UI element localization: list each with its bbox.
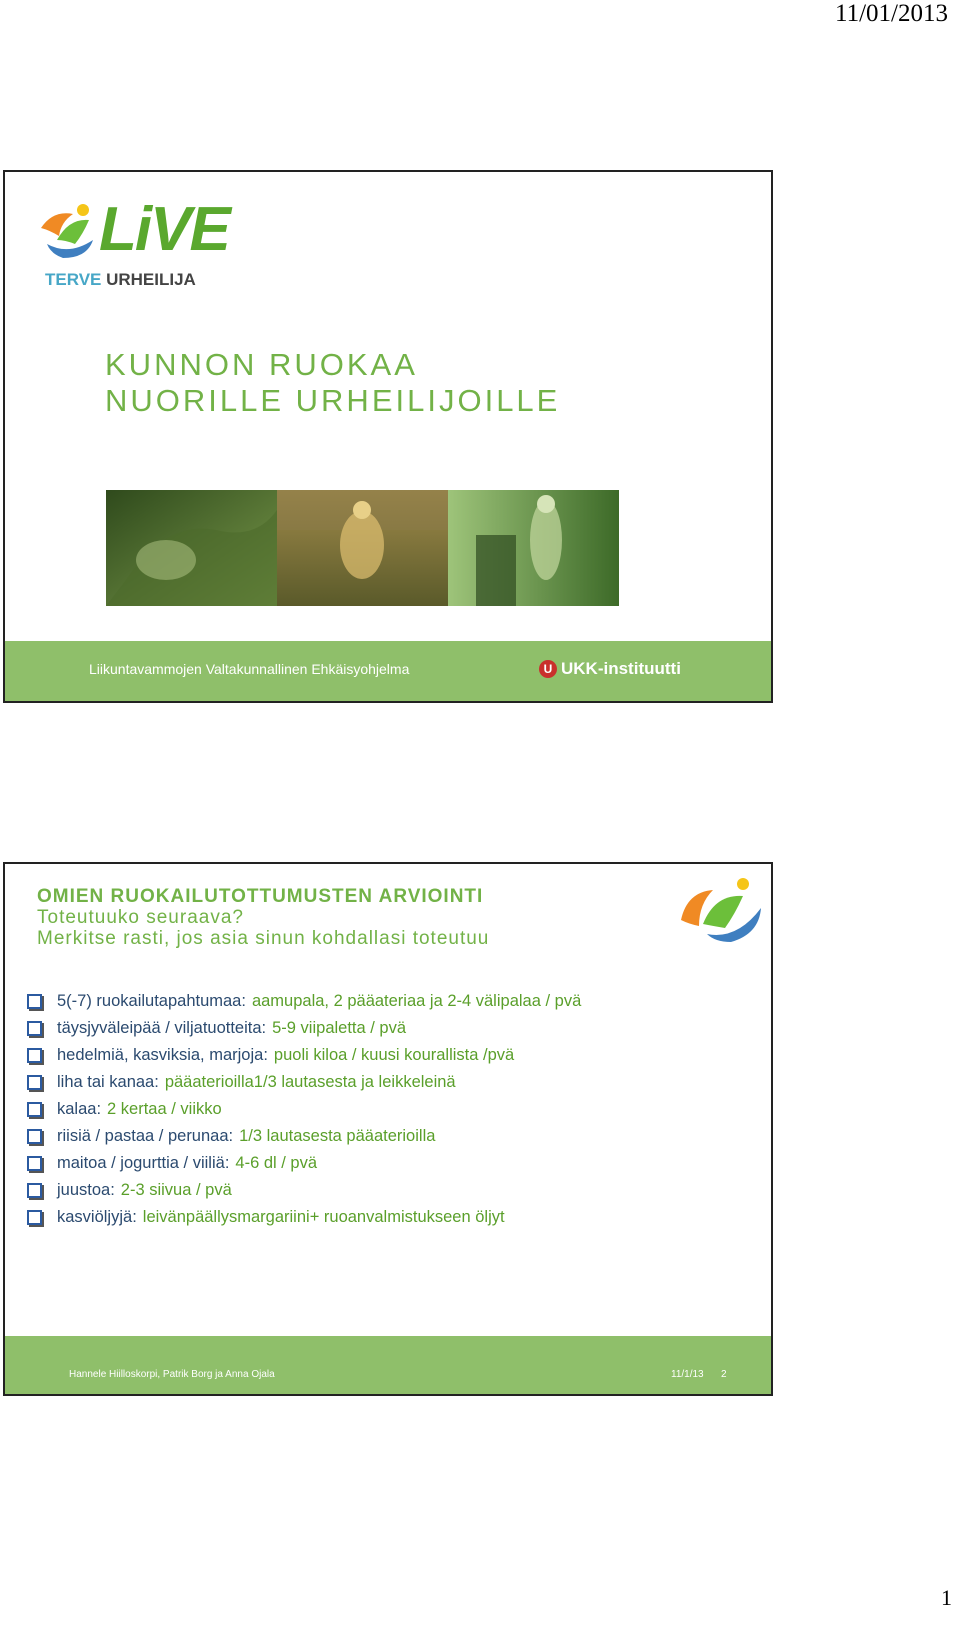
item-value: 2 kertaa / viikko — [107, 1100, 222, 1118]
list-item — [27, 1096, 581, 1123]
item-value: aamupala, 2 pääateriaa ja 2-4 välipalaa / pvä — [251, 992, 582, 1010]
athletes-photo-strip — [106, 490, 619, 606]
ukk-institute-name: UKK-instituutti — [561, 659, 681, 678]
brand-tagline — [45, 270, 196, 290]
slide2-heading — [37, 886, 489, 949]
program-name: Liikuntavammojen Valtakunnallinen Ehkäisyohjelma — [89, 661, 410, 677]
slide1-footer — [5, 641, 771, 701]
list-item — [27, 1150, 581, 1177]
item-label: liha tai kanaa: — [57, 1073, 159, 1091]
slide-title — [105, 347, 560, 419]
ukk-institute-logo — [539, 659, 681, 679]
slide-title-page — [3, 170, 773, 703]
checkbox-icon[interactable] — [27, 1183, 42, 1198]
item-value: puoli kiloa / kuusi kourallista /pvä — [273, 1046, 515, 1064]
item-label: hedelmiä, kasviksia, marjoja: — [57, 1046, 268, 1064]
slide2-footer — [5, 1336, 771, 1394]
item-value: pääaterioilla1/3 lautasesta ja leikkeleinä — [164, 1073, 456, 1091]
checkbox-icon[interactable] — [27, 1021, 42, 1036]
slide-number: 2 — [721, 1369, 727, 1380]
item-label: juustoa: — [57, 1181, 115, 1199]
slide-date: 11/1/13 — [671, 1369, 704, 1380]
slide-eating-habits — [3, 862, 773, 1396]
heading-line-2: Toteutuuko seuraava? — [37, 907, 244, 928]
item-value: 2-3 siivua / pvä — [120, 1181, 232, 1199]
brand-tagline-urheilija: URHEILIJA — [101, 270, 196, 289]
list-item — [27, 1015, 581, 1042]
page-number: 1 — [941, 1585, 952, 1610]
checkbox-icon[interactable] — [27, 1102, 42, 1117]
checkbox-icon[interactable] — [27, 994, 42, 1009]
item-value: 1/3 lautasesta pääaterioilla — [239, 1127, 436, 1145]
item-value: 5-9 viipaletta / pvä — [272, 1019, 407, 1037]
heading-line-3: Merkitse rasti, jos asia sinun kohdallasi toteutuu — [37, 928, 490, 949]
authors: Hannele Hiilloskorpi, Patrik Borg ja Anna Ojala — [69, 1369, 275, 1380]
brand-name: LiVE — [99, 195, 229, 264]
item-label: kasviöljyjä: — [57, 1208, 137, 1226]
ukk-mark-icon: U — [539, 660, 557, 678]
item-label: riisiä / pastaa / perunaa: — [57, 1127, 234, 1145]
item-value: 4-6 dl / pvä — [235, 1154, 318, 1172]
checkbox-icon[interactable] — [27, 1210, 42, 1225]
item-label: täysjyväleipää / viljatuotteita: — [57, 1019, 267, 1037]
checkbox-icon[interactable] — [27, 1075, 42, 1090]
checkbox-icon[interactable] — [27, 1129, 42, 1144]
list-item — [27, 1123, 581, 1150]
item-value: leivänpäällysmargariini+ ruoanvalmistukseen öljyt — [142, 1208, 505, 1226]
title-line-2: NUORILLE URHEILIJOILLE — [105, 383, 561, 418]
item-label: maitoa / jogurttia / viiliä: — [57, 1154, 230, 1172]
live-swoosh-icon — [677, 874, 763, 944]
item-label: 5(-7) ruokailutapahtumaa: — [57, 992, 246, 1010]
heading-line-1: OMIEN RUOKAILUTOTTUMUSTEN ARVIOINTI — [37, 886, 484, 907]
checklist — [27, 988, 581, 1231]
list-item — [27, 1204, 581, 1231]
list-item — [27, 988, 581, 1015]
item-label: kalaa: — [57, 1100, 102, 1118]
title-line-1: KUNNON RUOKAA — [105, 347, 418, 382]
checkbox-icon[interactable] — [27, 1156, 42, 1171]
list-item — [27, 1069, 581, 1096]
list-item — [27, 1177, 581, 1204]
list-item — [27, 1042, 581, 1069]
brand-tagline-terve: TERVE — [45, 270, 102, 289]
checkbox-icon[interactable] — [27, 1048, 42, 1063]
page-date: 11/01/2013 — [835, 0, 948, 27]
